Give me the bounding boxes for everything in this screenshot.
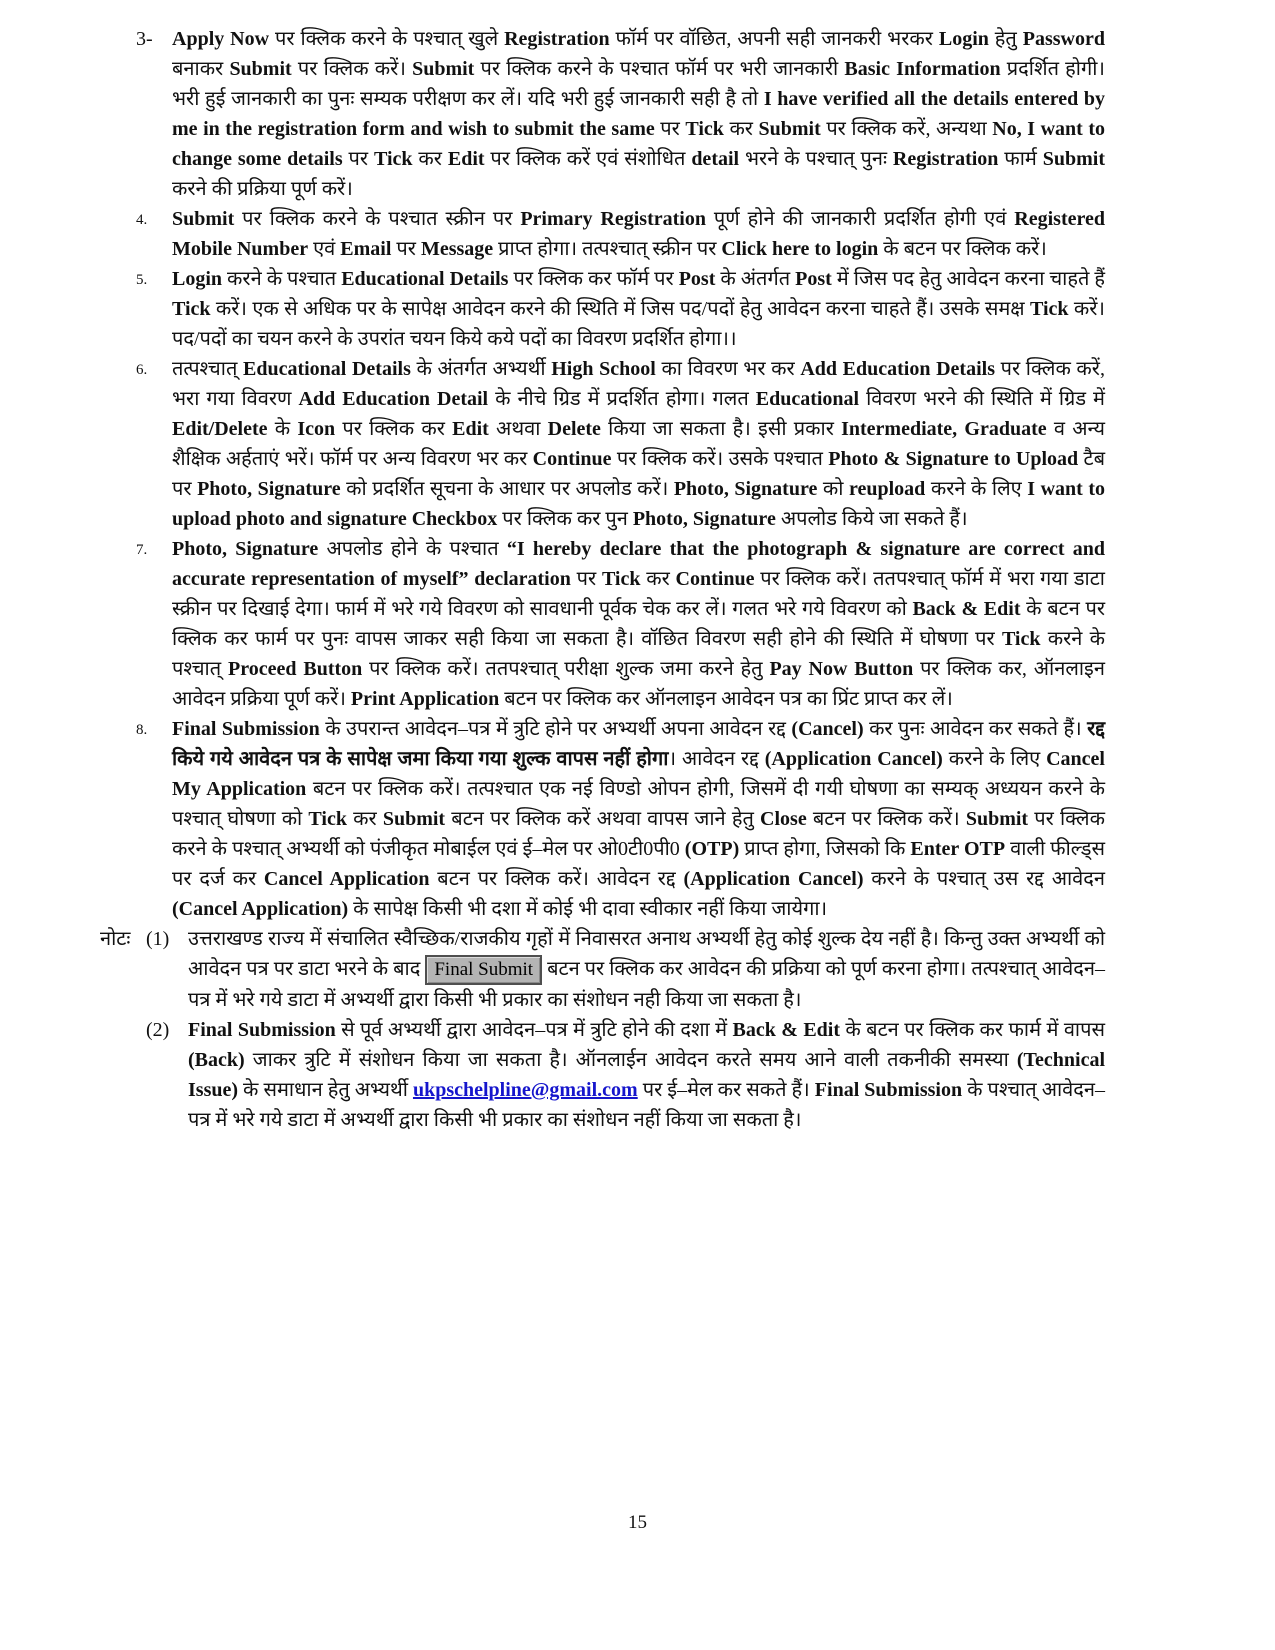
bold-term: Submit (382, 808, 446, 830)
body-text: वाली फील्ड्स पर दर्ज कर (172, 838, 1105, 890)
bold-term: Back & Edit (912, 598, 1021, 620)
body-text: बटन पर क्लिक करें अथवा वापस जाने हेतु (445, 808, 761, 830)
bold-term: Submit (172, 208, 235, 230)
bold-term: Post (795, 268, 832, 290)
note-item-2 (100, 1015, 1105, 1135)
body-text: बटन पर क्लिक कर ऑनलाइन आवेदन पत्र का प्रिंट प्राप्त कर लें। (499, 688, 953, 710)
body-text: बटन पर क्लिक करें। (806, 808, 966, 830)
bold-term: रद्द किये गये आवेदन पत्र के सापेक्ष जमा किया गया शुल्क वापस नहीं होगा (172, 718, 1106, 770)
bold-term: (Application Cancel) (764, 748, 943, 770)
bold-term: Proceed Button (228, 658, 363, 680)
body-text: विवरण भरने की स्थिति में ग्रिड में (859, 388, 1105, 410)
body-text: टैब पर (172, 448, 1106, 500)
body-text: करने के लिए (925, 478, 1028, 500)
body-text: हेतु (988, 28, 1023, 50)
body-text: कर (346, 808, 383, 830)
bold-term: (Cancel) (791, 718, 864, 740)
body-text: को (817, 478, 849, 500)
list-item-6-text (172, 358, 1105, 530)
bold-term: Add Education Detail (298, 388, 489, 410)
body-text: एवं (308, 238, 341, 260)
bold-term: Pay Now Button (769, 658, 914, 680)
bold-term: Message (420, 238, 494, 260)
bold-term: No, I want to change some details (172, 118, 1105, 170)
body-text: करने के पश्चात् (172, 628, 1105, 680)
body-text: से पूर्व अभ्यर्थी द्वारा आवेदन–पत्र में त्रुटि होने की दशा में (335, 1019, 733, 1041)
body-text: जाकर त्रुटि में संशोधन किया जा सकता है। ऑनलाईन आवेदन करते समय आने वाली तकनीकी समस्या (244, 1049, 1017, 1071)
body-text: बटन पर क्लिक करें। तत्पश्चात एक नई विण्डो ओपन होगी, जिसमें दी गयी घोषणा का सम्यक् अध्ययन करने के पश्चात् घोषणा को (172, 778, 1105, 830)
list-item-3-marker: 3- (136, 28, 153, 50)
bold-term: High School (551, 358, 656, 380)
body-text: पर क्लिक करें। (291, 58, 413, 80)
bold-term: Login (938, 28, 989, 50)
body-text: बटन पर क्लिक कर आवेदन की प्रक्रिया को पूर्ण करना होगा। तत्पश्चात् आवेदन–पत्र में भरे गये डाटा में अभ्यर्थी द्वारा किसी भी प्रकार का संशोधन नही किया जा सकता है। (188, 958, 1105, 1011)
bold-term: Edit (447, 148, 485, 170)
body-text: के अंतर्गत अभ्यर्थी (410, 358, 552, 380)
bold-term: Login (172, 268, 223, 290)
body-text: उत्तराखण्ड राज्य में संचालित स्वैच्छिक/राजकीय गृहों में निवासरत अनाथ अभ्यर्थी हेतु कोई शुल्क देय नहीं है। किन्तु उक्त अभ्यर्थी को आवेदन पत्र पर डाटा भरने के बाद (188, 928, 1105, 980)
list-item-5-marker: 5. (136, 272, 148, 288)
bold-term: Cancel My Application (172, 748, 1105, 800)
bold-term: Registration (892, 148, 999, 170)
bold-term: (Cancel Application) (172, 898, 349, 920)
body-text: करने की प्रक्रिया पूर्ण करें। (172, 178, 353, 200)
bold-term: I have verified all the details entered by me in the registration form and wish to submit the same (172, 88, 1105, 140)
body-text: में जिस पद हेतु आवेदन करना चाहते हैं (831, 268, 1105, 290)
bold-term: Cancel Application (263, 868, 430, 890)
bold-term: Password (1022, 28, 1105, 50)
body-text: पर ई–मेल कर सकते हैं। (637, 1079, 815, 1101)
body-text: के सापेक्ष किसी भी दशा में कोई भी दावा स्वीकार नहीं किया जायेगा। (348, 898, 828, 920)
body-text: पर क्लिक करें। ततपश्चात् फॉर्म में भरा गया डाटा स्क्रीन पर दिखाई देगा। फार्म में भरे गये विवरण को सावधानी पूर्वक चेक कर लें। गलत भरे गये विवरण को (172, 568, 1105, 620)
list-item-4 (100, 204, 1105, 264)
bold-term: Educational Details (242, 358, 411, 380)
body-text: कर (412, 148, 448, 170)
bold-term: Registered Mobile Number (172, 208, 1105, 260)
bold-term: detail (691, 148, 740, 170)
body-text: करें। एक से अधिक पर के सापेक्ष आवेदन करने की स्थिति में जिस पद/पदों हेतु आवेदन करना चाहते हैं। उसके समक्ष (210, 298, 1030, 320)
body-text: के बटन पर क्लिक करें। (878, 238, 1047, 260)
bold-term: Edit (452, 418, 489, 440)
body-text: का विवरण भर कर (655, 358, 801, 380)
body-text: बनाकर (172, 58, 230, 80)
bold-term: Primary Registration (520, 208, 706, 230)
bold-term: Final Submission (814, 1079, 963, 1101)
bold-term: Photo, Signature (632, 508, 776, 530)
body-text: के बटन पर क्लिक कर फार्म पर पुनः वापस जाकर सही किया जा सकता है। वॉछित विवरण सही होने की स्थिति में घोषणा पर (172, 598, 1106, 650)
final-submit-button: Final Submit (425, 955, 542, 985)
body-text: पर क्लिक कर, ऑनलाइन आवेदन प्रक्रिया पूर्ण करें। (172, 658, 1105, 710)
bold-term: Post (678, 268, 716, 290)
bold-term: “I hereby declare that the photograph & signature are correct and accurate representation of myself” declaration (172, 538, 1105, 590)
body-text: पर क्लिक कर (335, 418, 453, 440)
bold-term: (Technical Issue) (188, 1049, 1105, 1101)
body-text: फॉर्म पर वॉछित, अपनी सही जानकरी भरकर (609, 28, 939, 50)
body-text: के समाधान हेतु अभ्यर्थी (238, 1079, 413, 1101)
bold-term: Close (760, 808, 807, 830)
body-text: किया जा सकता है। इसी प्रकार (600, 418, 842, 440)
body-text: के बटन पर क्लिक कर फार्म में वापस (840, 1019, 1105, 1041)
bold-term: I want to upload photo and signature Checkbox (172, 478, 1106, 530)
body-text: कर पुनः आवेदन कर सकते हैं। (863, 718, 1088, 740)
bold-term: Back & Edit (732, 1019, 841, 1041)
note-item-2-marker: (2) (146, 1019, 170, 1041)
body-text: पर क्लिक करने के पश्चात् अभ्यर्थी को पंजीकृत मोबाईल एवं ई–मेल पर ओ0टी0पी0 (172, 808, 1105, 860)
body-text: पर क्लिक करें, भरा गया विवरण (172, 358, 1105, 410)
bold-term: Tick (1030, 298, 1069, 320)
body-text: के उपरान्त आवेदन–पत्र में त्रुटि होने पर अभ्यर्थी अपना आवेदन रद्द (319, 718, 792, 740)
list-item-6-marker: 6. (136, 362, 148, 378)
bold-term: Submit (412, 58, 475, 80)
note-item-1-text (188, 928, 1105, 1011)
body-text: पर क्लिक करें एवं संशोधित (484, 148, 692, 170)
bold-term: Submit (1042, 148, 1106, 170)
body-text: पर क्लिक करने के पश्चात फॉर्म पर भरी जानकारी (474, 58, 845, 80)
bold-term: Tick (172, 298, 211, 320)
bold-term: Continue (532, 448, 612, 470)
bold-term: Submit (965, 808, 1029, 830)
bold-term: Final Submission (188, 1019, 336, 1041)
bold-term: Submit (229, 58, 292, 80)
body-text: पर क्लिक कर पुन (497, 508, 633, 530)
helpline-email-link[interactable]: ukpschelpline@gmail.com (412, 1079, 638, 1101)
body-text: पर क्लिक करने के पश्चात् खुले (269, 28, 505, 50)
body-text: प्रदर्शित होगी। भरी हुई जानकारी का पुनः सम्यक परीक्षण कर लें। यदि भरी हुई जानकारी सही है तो (172, 58, 1105, 110)
body-text: पर क्लिक करें, अन्यथा (820, 118, 993, 140)
list-item-4-text (172, 208, 1105, 260)
bold-term: Tick (373, 148, 413, 170)
body-text: अपलोड होने के पश्चात (318, 538, 507, 560)
bold-term: Edit/Delete (172, 418, 268, 440)
note-item-1 (100, 924, 1105, 1015)
bold-term: Icon (297, 418, 336, 440)
bold-term: Click here to login (721, 238, 879, 260)
body-text: पूर्ण होने की जानकारी प्रदर्शित होगी एवं (705, 208, 1015, 230)
body-text: पर क्लिक करने के पश्चात स्क्रीन पर (234, 208, 521, 230)
bold-term: Tick (601, 568, 641, 590)
bold-term: Tick (308, 808, 347, 830)
page-number: 15 (628, 1512, 647, 1533)
body-text: के पश्चात् आवेदन–पत्र में भरे गये डाटा में अभ्यर्थी द्वारा किसी भी प्रकार का संशोधन नहीं किया जा सकता है। (188, 1079, 1105, 1131)
bold-term: Photo, Signature (197, 478, 341, 500)
body-text: को प्रदर्शित सूचना के आधार पर अपलोड करें। (340, 478, 674, 500)
bold-term: Registration (504, 28, 610, 50)
list-item-8-marker: 8. (136, 722, 148, 738)
body-text: पर क्लिक करें। उसके पश्चात (611, 448, 829, 470)
list-item-6 (100, 354, 1105, 534)
bold-term: Educational Details (341, 268, 509, 290)
list-item-7-text (172, 538, 1105, 710)
body-text: के नीचे ग्रिड में प्रदर्शित होगा। गलत (488, 388, 756, 410)
list-item-5 (100, 264, 1105, 354)
bold-term: (OTP) (684, 838, 740, 860)
body-text: भरने के पश्चात् पुनः (739, 148, 893, 170)
body-text: फार्म (998, 148, 1043, 170)
note-item-2-text (188, 1019, 1105, 1131)
page-content (100, 24, 1105, 1135)
body-text: पर (570, 568, 602, 590)
body-text: करने के पश्चात् उस रद्द आवेदन (863, 868, 1105, 890)
list-item-5-text (172, 268, 1105, 350)
body-text: पर (391, 238, 421, 260)
bold-term: Enter OTP (910, 838, 1006, 860)
body-text: करें। पद/पदों का चयन करने के उपरांत चयन किये कये पदों का विवरण प्रदर्शित होगा।। (172, 298, 1106, 350)
bold-term: Photo & Signature to Upload (828, 448, 1079, 470)
bold-term: Print Application (350, 688, 500, 710)
body-text: प्राप्त होगा। तत्पश्चात् स्क्रीन पर (493, 238, 722, 260)
bold-term: Apply Now (172, 28, 270, 50)
bold-term: Submit (758, 118, 821, 140)
list-item-8 (100, 714, 1105, 924)
body-text: पर (654, 118, 686, 140)
body-text: पर क्लिक करें। ततपश्चात् परीक्षा शुल्क जमा करने हेतु (362, 658, 770, 680)
body-text: बटन पर क्लिक करें। आवेदन रद्द (429, 868, 684, 890)
bold-term: Basic Information (844, 58, 1001, 80)
bold-term: Final Submission (172, 718, 320, 740)
bold-term: reupload (848, 478, 926, 500)
body-text: पर (342, 148, 374, 170)
body-text: पर क्लिक कर फॉर्म पर (508, 268, 679, 290)
list-item-3 (100, 24, 1105, 204)
list-item-7-marker: 7. (136, 542, 148, 558)
bold-term: Tick (685, 118, 724, 140)
body-text: तत्पश्चात् (172, 358, 243, 380)
body-text: के (267, 418, 298, 440)
bold-term: Educational (755, 388, 860, 410)
bold-term: (Application Cancel) (683, 868, 864, 890)
body-text: व अन्य शैक्षिक अर्हताएं भरें। फॉर्म पर अन्य विवरण भर कर (172, 418, 1105, 470)
bold-term: Intermediate, Graduate (841, 418, 1047, 440)
note-item-1-marker: (1) (146, 928, 170, 950)
bold-term: Delete (547, 418, 601, 440)
bold-term: Photo, Signature (673, 478, 818, 500)
body-text: करने के पश्चात (222, 268, 342, 290)
body-text: अपलोड किये जा सकते हैं। (775, 508, 968, 530)
body-text: अथवा (488, 418, 548, 440)
bold-term: Continue (675, 568, 755, 590)
list-item-3-text (172, 28, 1105, 200)
body-text: कर (723, 118, 759, 140)
bold-term: Photo, Signature (172, 538, 319, 560)
list-item-7 (100, 534, 1105, 714)
list-item-4-marker: 4. (136, 212, 148, 228)
note-label: नोटः (100, 928, 131, 950)
body-text: । आवेदन रद्द (668, 748, 765, 770)
bold-term: Tick (1001, 628, 1041, 650)
note-section (100, 924, 1105, 1135)
body-text: के अंतर्गत (715, 268, 796, 290)
body-text: करने के लिए (942, 748, 1047, 770)
bold-term: Add Education Details (800, 358, 995, 380)
bold-term: (Back) (188, 1049, 245, 1071)
body-text: कर (640, 568, 676, 590)
bold-term: Email (340, 238, 392, 260)
list-item-8-text (172, 718, 1105, 920)
body-text: प्राप्त होगा, जिसको कि (739, 838, 911, 860)
